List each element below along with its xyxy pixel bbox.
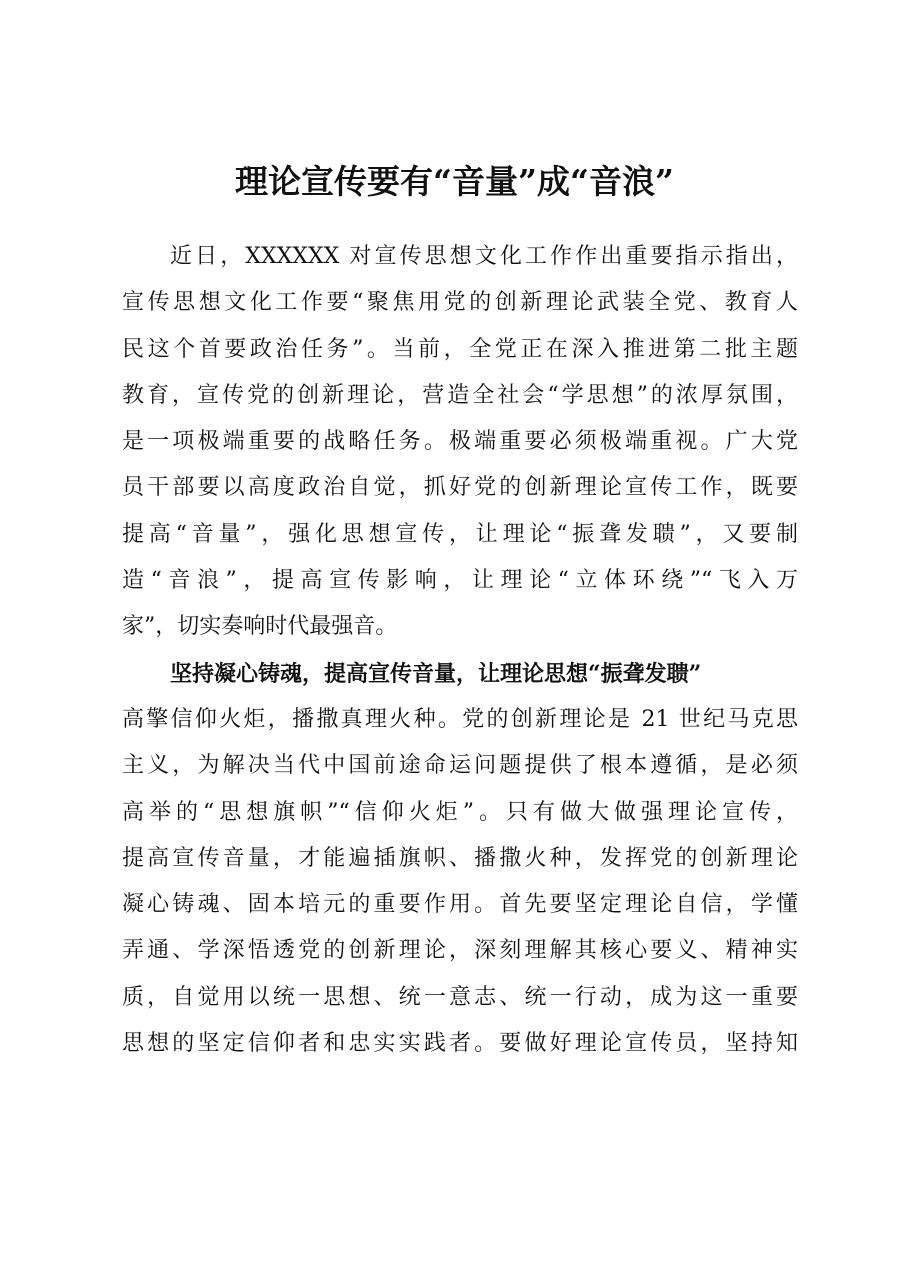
paragraph-line: 高举的“思想旗帜”“信仰火炬”。只有做大做强理论宣传， [122, 799, 798, 825]
document-body [122, 238, 798, 1071]
paragraph-line: 宣传思想文化工作要“聚焦用党的创新理论武装全党、教育人 [122, 290, 798, 316]
paragraph-line: 质，自觉用以统一思想、统一意志、统一行动，成为这一重要 [122, 984, 798, 1010]
paragraph-line: 是一项极端重要的战略任务。极端重要必须极端重视。广大党 [122, 429, 798, 455]
document-title: 理论宣传要有“音量”成“音浪” [235, 162, 674, 201]
paragraph-line: 教育，宣传党的创新理论，营造全社会“学思想”的浓厚氛围， [122, 382, 798, 408]
section-heading: 坚持凝心铸魂，提高宣传音量，让理论思想“振聋发聩” [170, 660, 702, 687]
paragraph-line: 凝心铸魂、固本培元的重要作用。首先要坚定理论自信，学懂 [122, 892, 798, 918]
paragraph-line: 近日，XXXXXX 对宣传思想文化工作作出重要指示指出， [170, 244, 798, 269]
paragraph-line: 家”，切实奏响时代最强音。 [122, 614, 398, 640]
paragraph-line: 主义，为解决当代中国前途命运问题提供了根本遵循，是必须 [122, 753, 798, 779]
paragraph-line: 高擎信仰火炬，播撒真理火种。党的创新理论是 21 世纪马克思 [122, 706, 798, 732]
paragraph-line: 弄通、学深悟透党的创新理论，深刻理解其核心要义、精神实 [122, 938, 798, 964]
paragraph-line: 员干部要以高度政治自觉，抓好党的创新理论宣传工作，既要 [122, 475, 798, 501]
paragraph-line: 提高“音量”，强化思想宣传，让理论“振聋发聩”，又要制 [122, 521, 798, 547]
paragraph-line: 思想的坚定信仰者和忠实实践者。要做好理论宣传员，坚持知 [122, 1031, 798, 1057]
paragraph-line: 提高宣传音量，才能遍插旗帜、播撒火种，发挥党的创新理论 [122, 845, 798, 871]
paragraph-line: 造“音浪”，提高宣传影响，让理论“立体环绕”“飞入万 [122, 568, 798, 594]
paragraph-line: 民这个首要政治任务”。当前，全党正在深入推进第二批主题 [122, 336, 798, 362]
